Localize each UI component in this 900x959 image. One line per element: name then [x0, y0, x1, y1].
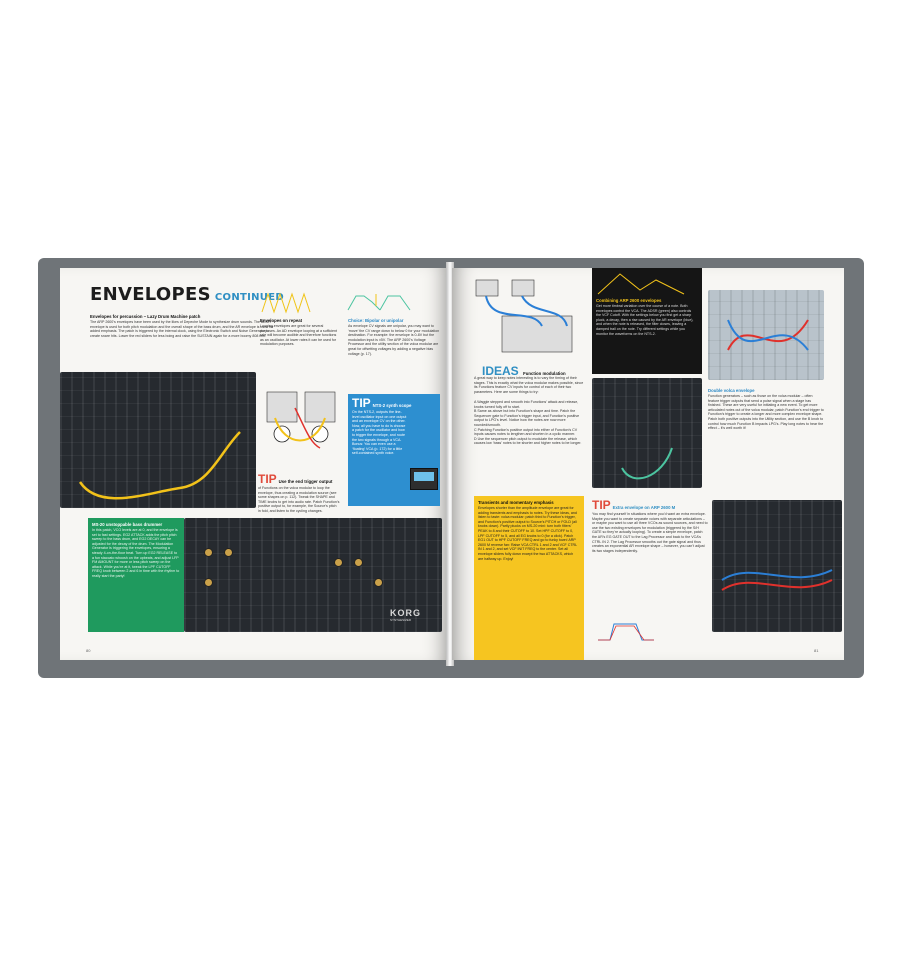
nts2-device-image: [410, 468, 438, 490]
ms20-bass-drum-box: [88, 518, 184, 632]
patch-cable-green: [592, 378, 702, 488]
envelope-curves-illustration: [260, 288, 440, 316]
ms20-heading: MS-20 unstoppable bass drummer: [92, 522, 163, 527]
tip-extra-envelope-title: Extra envelope on ARP 2600 M: [612, 505, 676, 510]
ms20-knob: [354, 558, 363, 567]
tip-nts2-text: On the NTS-2, outputs the line-level oscillator input on one output and an envelope CV on the other. Now, all you have to do is choose a patch for the oscillator and how to trigger the envelope, and route the two signals through a VCA. Bonus: You can even use a ‘floating’ VCA (p. 172) for a little self-contained synth voice.: [352, 410, 407, 456]
ideas-list: [474, 400, 586, 446]
combined-envelope-shape: [596, 272, 686, 296]
combining-heading: Combining ARP 2600 envelopes: [596, 298, 662, 303]
ideas-list-item: B Same as above but into Function’s shape and time. Patch the Sequencer gate to Function’s trigger input, and Function’s positive output to LPG’s level. Notice how the notes are now more rounded/smooth.: [474, 409, 580, 427]
section-heading-drum-machine: Envelopes for percussion – Lazy Drum Machine patch: [90, 314, 201, 319]
page-title: ENVELOPES CONTINUED: [90, 284, 284, 305]
ideas-title: Function modulation: [523, 371, 566, 376]
text-bipolar-unipolar: As envelope CV signals are unipolar, you may want to ‘move’ the CV range down to below 0 for your modulation destination. For example: the envelope is 0-8V but the modulation input is ±5V. The ARP 2600’s Voltage Processor and the utility section of the volca modular are great for offsetting voltages by adding a negative bias voltage (p. 17).: [348, 324, 440, 356]
ideas-label: IDEAS: [482, 364, 519, 378]
ideas-list-item: D Use the sequencer pitch output to modulate the release, which causes low ‘bass’ notes to be shorter and higher notes to be longer.: [474, 436, 582, 446]
section-text-drum-machine: The ARP 2600’s envelopes have been used by the likes of Depeche Mode to synthesize drum sounds. The ADSR envelope is used for both pitch modulation and the overall shape of the bass drum, and the AR envelope is used for added emphasis. The patch is triggered by the internal clock, using the Electronic Switch and Noise Generator to create snare hits. Lower the red sliders for less boing and raise the SUSTAIN again for a more boomy 808 feel.: [90, 320, 274, 338]
tip-nts2-label: TIP NTS-2 synth scope: [352, 396, 412, 410]
heading-envelopes-on-repeat: Envelopes on repeat: [260, 318, 303, 323]
heading-bipolar-unipolar: Choice: Bipolar or unipolar: [348, 318, 404, 323]
korg-subtitle: SYNTHESIZER: [390, 618, 412, 622]
tip-end-trigger-text: of Functions on the volca modular to loop the envelope, thus creating a modulation source (see some shapes on p. 112). Tweak the SHAPE and TIME knobs to get into audio rate. Patch Function’s positive output to, for example, the Source’s pitch in fold, and listen to the cycling changes.: [258, 486, 340, 513]
arp-2600-synth-image: [60, 372, 256, 508]
transients-box: [474, 496, 584, 660]
tip-end-trigger-title: Use the end trigger output: [278, 479, 333, 484]
arp-2600-synth-image: [712, 500, 842, 632]
transients-text: Envelopes shorter than the amplitude envelope are great for adding transients and emphasis to notes. Try these ideas, and listen to taste: volca modular: patch third to Function’s trigger, and Function’s positive output to Source’s PITCH or FOLD (all knobs down). Partly plucks on MS-20 mini: turn both filters’ PEAK to 8 and their CUTOFF to 10. Set HPF CUTOFF to 0, LPF CUTOFF to 5, and all EG knobs to 0 (for a click). Patch EG1 OUT to HPF CUTOFF FREQ and go to funky town! ARP 2600 M reverse fan: Raise VCA CTRL 1 and 2 and VCF CTRL IN 1 and 2, and set VCF INIT FREQ to the center. Set all envelope sliders fully down except the two ATTACKS, which are halfway up. Enjoy!: [478, 506, 578, 561]
title-suffix: CONTINUED: [214, 292, 284, 303]
text-envelopes-on-repeat: Looping envelopes are great for several purposes. An AD envelope looping at a sufficient rate will become audible and therefore functions as an oscillator. At lower rates it can be used for modulation purposes.: [260, 324, 338, 347]
ms20-knob: [334, 558, 343, 567]
ms20-text: In this patch, VCO levels are at 0, and the envelope is set to fast settings. EG2 ATTACK adds the pitch pitch sweep to the bass drum, and EG2 DECAY can be adjusted for the decay of the drum. The Modulation Generator is triggering the envelopes, ensuring a steady 4-on-the-floor beat. Turn up EG2 RELEASE to a fun staccato whoosh on the upbeats, and adjust LFP FM AMOUNT for more or less pitch sweep on the attack. While you’re at it, tweak the LPF CUTOFF FREQ knob between 2 and 6 in time with the rhythm to really start the party!: [92, 528, 180, 578]
ms20-knob: [204, 578, 213, 587]
transients-heading: Transients and momentary emphasis: [478, 500, 554, 505]
ar-envelope-graph: [596, 618, 656, 644]
ideas-list-item: C Patching Function’s positive output into either of Function’s CV inputs causes notes to lengthen and shorten in a cyclic manner.: [474, 427, 578, 437]
tip-extra-envelope-label: TIP Extra envelope on ARP 2600 M: [592, 498, 676, 512]
ideas-list-item: A Waggle stepped and smooth into Functions’ attack and release, knobs turned fully off to start.: [474, 400, 579, 409]
ms20-knob: [224, 548, 233, 557]
patch-cable-yellow: [60, 372, 256, 508]
volca-modular-image: [708, 290, 824, 380]
page-number-right: 81: [814, 648, 819, 653]
combining-text: Get more timbral variation over the course of a note. Both envelopes control the VCA. The ADSR (green) also controls the VCF Cutoff. With the settings below you first get a sharp pluck, a decay, then a rise caused by the AR envelope (blue), and when the note is released, the filter closes, leaving a damped trail on the note. Try different settings while you monitor the waveforms on the NTS-2.: [596, 304, 694, 336]
arp-2600-synth-image: [592, 378, 702, 488]
ms20-knob: [374, 578, 383, 587]
combining-envelopes-box: [592, 268, 702, 374]
double-envelope-text: Function generators – such as those on the volca modular – often feature trigger outputs that send a pulse signal when a stage has finished. These are very useful for initiating a new event. To get more articulated notes out of the volca modular, patch Function’s end trigger to Function’s trigger to create a longer and more complex envelope shape. Patch both positive outputs into the Utility section, and use the B knob to control how much Function B impacts LPG’s. Play long notes to hear the effect – it’s well worth it!: [708, 394, 824, 431]
right-page: [452, 268, 844, 660]
ideas-text: A great way to keep notes interesting is to vary the timing of their stages. This is exactly what the volca modular makes possible, since its Functions feature CV inputs for control of each of their two parameters. Here are some things to try:: [474, 376, 584, 394]
left-page: [60, 268, 448, 660]
tip-nts2-box: [348, 394, 440, 506]
ms20-synth-image: [184, 518, 442, 632]
page-number-left: 80: [86, 648, 91, 653]
volca-patch-diagram: [265, 388, 341, 458]
ms20-knob: [204, 548, 213, 557]
tip-nts2-title: NTS-2 synth scope: [372, 403, 412, 408]
tip-extra-envelope-text: You may find yourself in situations where you’d want an extra envelope. Maybe you want to create separate voices with separate articulations – or maybe you want to use all three VCOs as sound sources, and need to use the two existing envelopes for modulation (triggered by the S/H GATE so they’re actually looping). To create a simple envelope, patch the AR’s EG GATE OUT to the Lag Processor and back to the VCA’s CTRL IN 2. The Lag Processor smooths out the gate signal and thus creates an exponential AR envelope shape – however, you can’t adjust its two stages independently.: [592, 512, 708, 553]
patch-cables-red-blue: [708, 290, 824, 380]
double-envelope-heading: Double volca envelope: [708, 388, 755, 393]
tip-end-trigger-label: TIP Use the end trigger output: [258, 472, 333, 486]
volca-function-modulation-diagram: [472, 276, 582, 360]
korg-logo: KORG SYNTHESIZER: [390, 608, 421, 622]
patch-cables-blue-red: [712, 500, 842, 632]
